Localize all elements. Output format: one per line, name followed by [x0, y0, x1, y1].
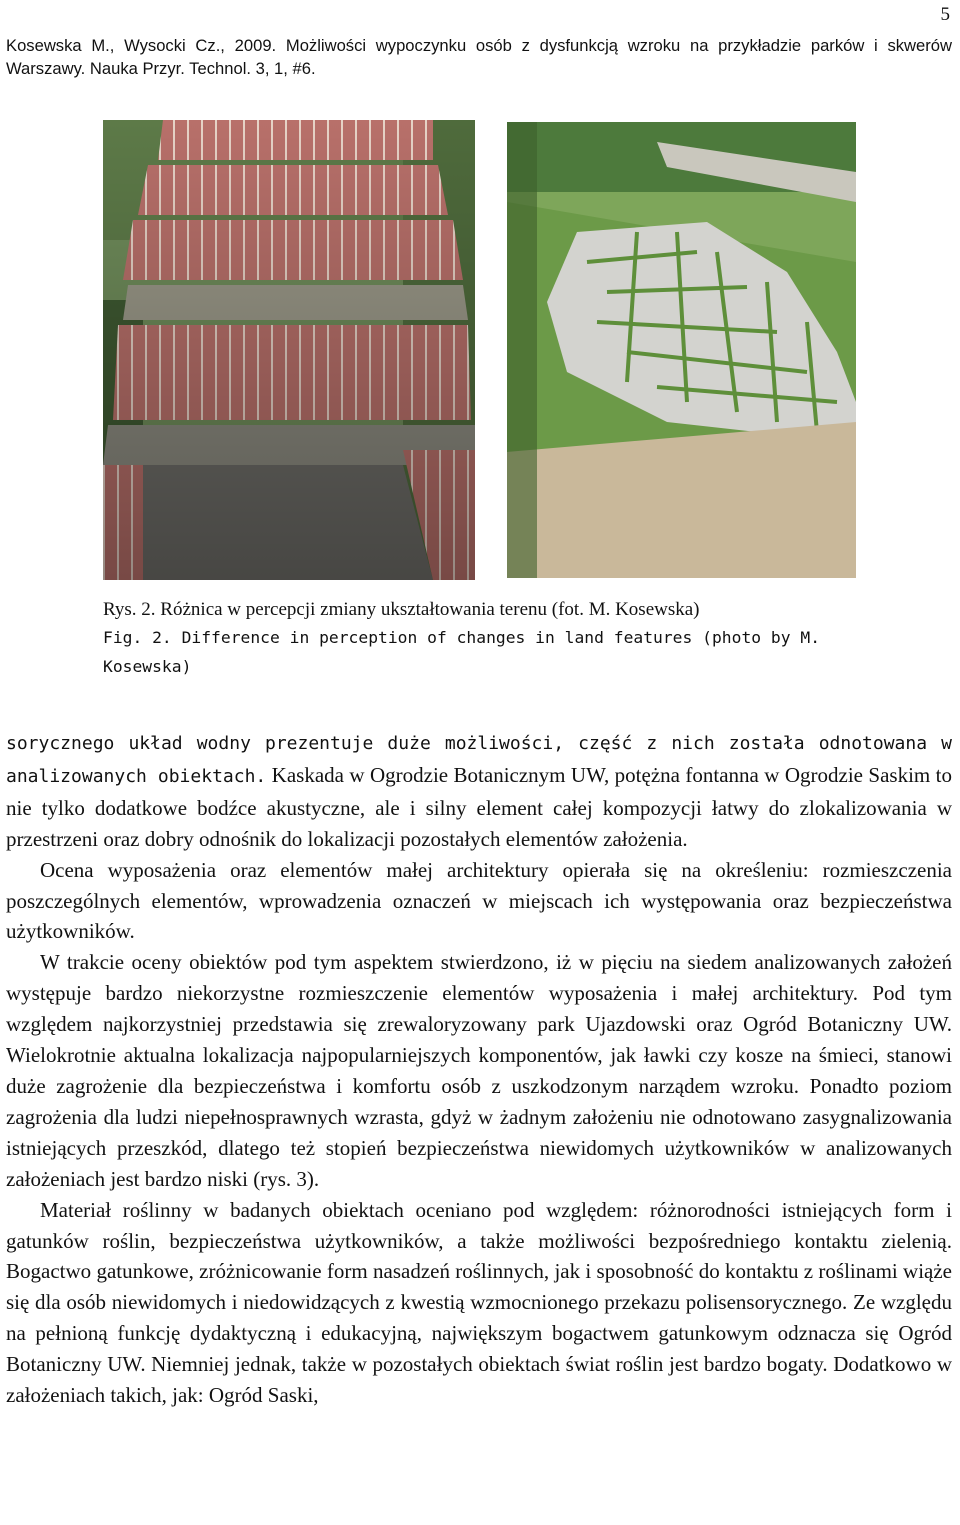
page-number: 5 [940, 4, 950, 25]
photo-stone-path [507, 122, 856, 578]
paragraph-1 [6, 727, 952, 855]
figure-caption-english: Fig. 2. Difference in perception of changes in land features (photo by M. Kosewska) [103, 628, 821, 676]
paragraph-1-start: sorycznego układ wodny prezentuje duże możliwości, część z nich została odnotowana w analizowanych obiektach. [6, 733, 952, 787]
running-header-citation: Kosewska M., Wysocki Cz., 2009. Możliwości wypoczynku osób z dysfunkcją wzroku na przykładzie parków i skwerów Warszawy. Nauka Przyr. Technol. 3, 1, #6. [6, 36, 952, 78]
paragraph-1-rest: Kaskada w Ogrodzie Botanicznym UW, potężna fontanna w Ogrodzie Saskim to nie tylko dodatkowe bodźce akustyczne, ale i silny element całej kompozycji łatwy do zlokalizowania w przestrzeni oraz dobry odnośnik do lokalizacji pozostałych elementów założenia. [6, 762, 953, 851]
figure-caption-polish: Rys. 2. Różnica w percepcji zmiany ukształtowania terenu (fot. M. Kosewska) [103, 599, 700, 620]
paragraph-2: Ocena wyposażenia oraz elementów małej architektury opierała się na określeniu: rozmieszczenia poszczególnych elementów, wprowadzenia oznaczeń w miejscach ich występowania oraz bezpieczeństwa użytkowników. [6, 857, 952, 944]
body-text [6, 727, 952, 1411]
photo-brick-stairs [103, 120, 475, 580]
paragraph-3: W trakcie oceny obiektów pod tym aspektem stwierdzono, iż w pięciu na siedem analizowanych założeń występuje bardzo niekorzystne rozmieszczenie elementów wyposażenia i małej architektury. Pod tym względem najkorzystniej przedstawia się zrewaloryzowany park Ujazdowski oraz Ogród Botaniczny UW. Wielokrotnie aktualna lokalizacja najpopularniejszych komponentów, jak ławki czy kosze na śmieci, stanowi duże zagrożenie dla bezpieczeństwa i komfortu osób z uszkodzonym narządem wzroku. Ponadto poziom zagrożenia dla ludzi niepełnosprawnych wzrasta, gdyż w żadnym założeniu nie odnotowano zasygnalizowania istniejących przeszkód, dlatego też stopień bezpieczeństwa niewidomych użytkowników w analizowanych założeniach jest bardzo niski (rys. 3). [6, 950, 952, 1191]
paragraph-4: Materiał roślinny w badanych obiektach oceniano pod względem: różnorodności istniejących form i gatunków roślin, bezpieczeństwa użytkowników, a także możliwości bezpośredniego kontaktu zielenią. Bogactwo gatunkowe, zróżnicowanie form nasadzeń roślinnych, jak i sposobność do kontaktu z roślinami wiąże się dla osób niewidomych i niedowidzących z kwestią wzmocnionego przekazu polisensorycznego. Ze względu na pełnioną funkcję dydaktyczną i edukacyjną, największym bogactwem gatunkowym odznacza się Ogród Botaniczny UW. Niemniej jednak, także w pozostałych obiektach świat roślin jest bardzo bogaty. Dodatkowo w założeniach takich, jak: Ogród Saski, [6, 1197, 952, 1408]
